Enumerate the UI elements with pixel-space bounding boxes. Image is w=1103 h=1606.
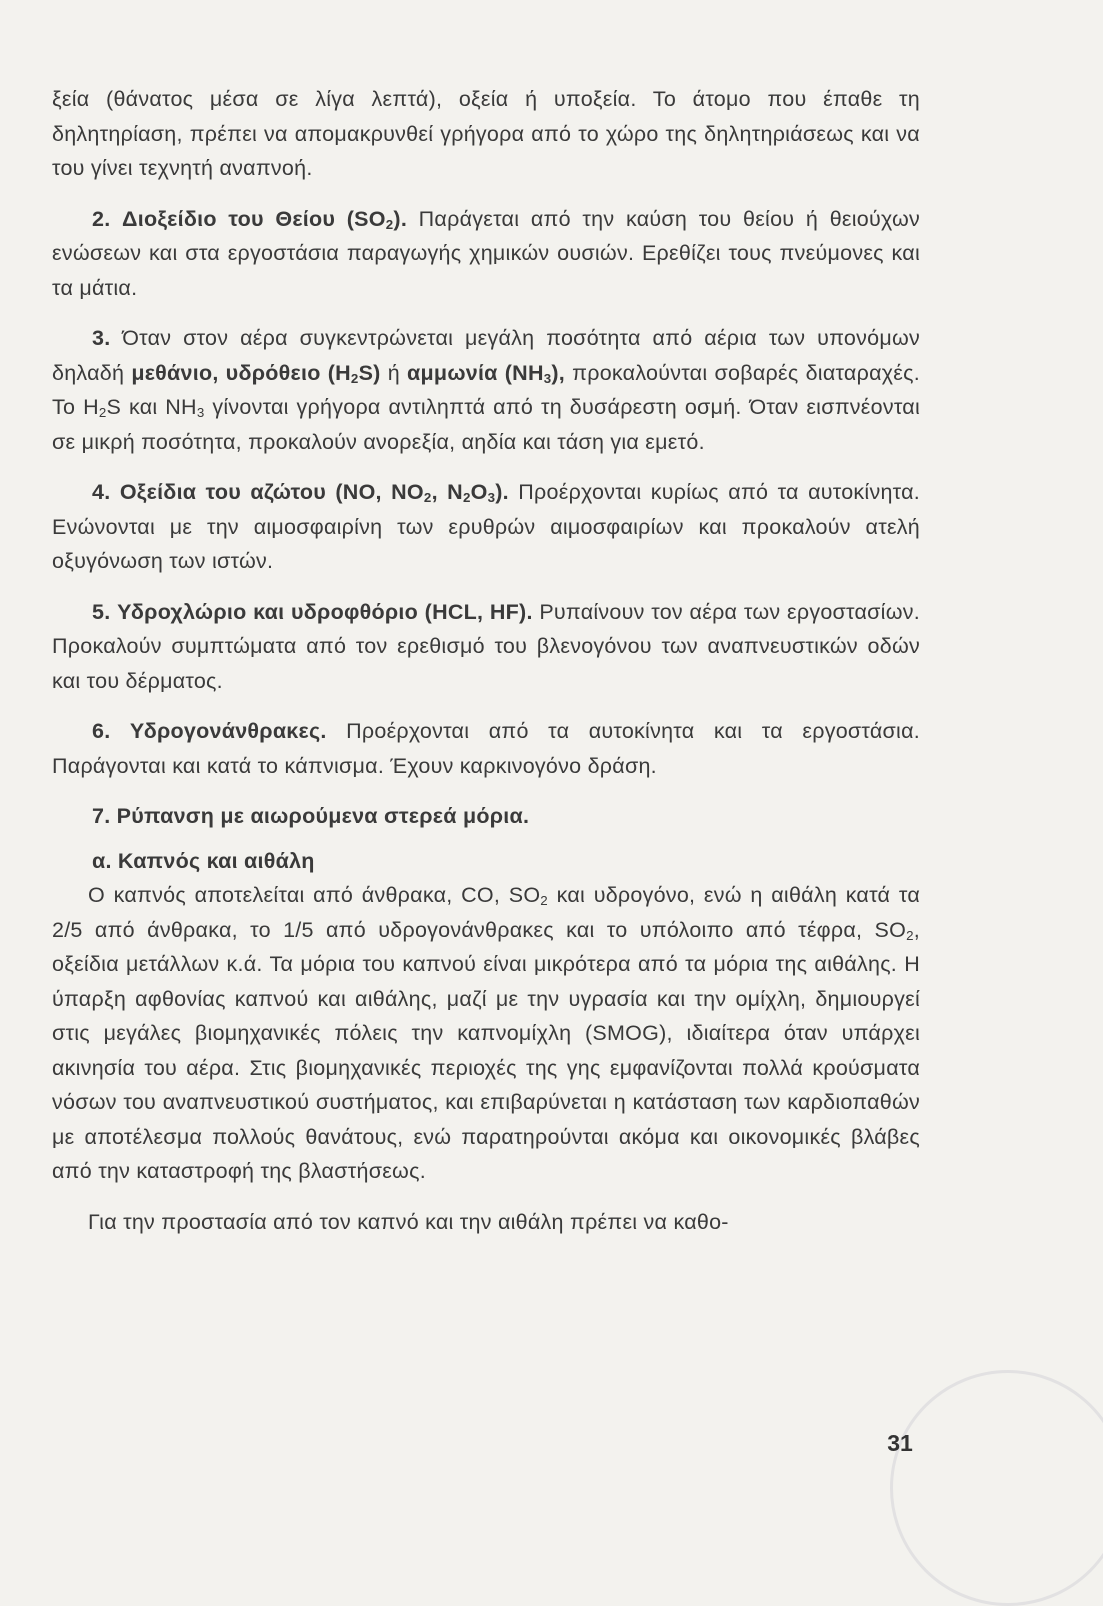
hydrocarbons-number: 6.	[92, 719, 111, 743]
section-heading-particles: 7. Ρύπανση με αιωρούμενα στερεά μόρια.	[92, 804, 530, 828]
page-number: 31	[887, 1430, 913, 1456]
hydrocarbons-title: Υδρογονάνθρακες.	[129, 719, 327, 743]
hcl-number: 5.	[92, 599, 111, 624]
hcl-title: Υδροχλώριο και υδροφθόριο (HCL, HF).	[117, 599, 533, 624]
paragraph-smoke-soot: Ο καπνός αποτελείται από άνθρακα, CO, $SO_2$ και υδρογόνο, ενώ η αιθάλη κατά τα 2/5 από άνθρακα, το 1/5 από υδρογονάνθρακες και το υπόλοιπο από τέφρα, $SO_2$, οξείδια μετάλλων κ.ά. Τα μόρια του καπνού είναι μικρότερα από τα μόρια της αιθάλης. Η ύπαρξη αφθονίας καπνού και αιθάλης, μαζί με την υγρασία και την ομίχλη, δημιουργεί στις μεγάλες βιομηχανικές πόλεις την καπνομίχλη (SMOG), ιδιαίτερα όταν υπάρχει ακινησία του αέρα. Στις βιομηχανικές περιοχές της γης εμφανίζονται πολλά κρούσματα νόσων του αναπνευστικού συστήματος, και επιβαρύνεται η κατάσταση των καρδιοπαθών με αποτέλεσμα πολλούς θανάτους, ενώ παρατηρούνται ακόμα και οικονομικές βλάβες από την καταστροφή της βλαστήσεως.	[52, 883, 920, 1183]
document-body	[52, 82, 920, 1239]
library-stamp	[890, 1370, 1103, 1606]
so2-title: Διοξείδιο του Θείου $(SO_2)$.	[122, 206, 408, 232]
subsection-heading-smoke: α. Καπνός και αιθάλη	[92, 848, 315, 873]
so2-number: 2.	[92, 206, 111, 231]
nox-title: Οξείδια του αζώτου (NO, $NO_2$, $N_2O_3$).	[119, 480, 509, 505]
paragraph-sewer-gases: 3. Όταν στον αέρα συγκεντρώνεται μεγάλη ποσότητα από αέρια των υπονόμων δηλαδή μεθάνιο, υδρόθειο $(H_2S)$ ή αμμωνία $(NH_3)$, προκαλούνται σοβαρές διαταραχές. Το $H_2S$ και $NH_3$ γίνονται γρήγορα αντιληπτά από τη δυσάρεστη οσμή. Όταν εισπνέονται σε μικρή ποσότητα, προκαλούν ανορεξία, αηδία και τάση για εμετό.	[52, 326, 920, 454]
so2-text: Παράγεται από την καύση του θείου ή θειούχων ενώσεων και στα εργοστάσια παραγωγής χημικών ουσιών. Ερεθίζει τους πνεύμονες και τα μάτια.	[52, 206, 920, 300]
paragraph-hcl-hf: 5. Υδροχλώριο και υδροφθόριο (HCL, HF). Ρυπαίνουν τον αέρα των εργοστασίων. Προκαλούν συμπτώματα από τον ερεθισμό του βλενογόνου των αναπνευστικών οδών και του δέρματος.	[52, 599, 920, 693]
paragraph-nitrogen-oxides: 4. Οξείδια του αζώτου (NO, $NO_2$, $N_2O_3$). Προέρχονται κυρίως από τα αυτοκίνητα. Ενώνονται με την αιμοσφαιρίνη των ερυθρών αιμοσφαιρίων και προκαλούν ατελή οξυγόνωση των ιστών.	[52, 480, 920, 573]
paragraph-so2	[52, 202, 920, 306]
paragraph-hydrocarbons: 6. Υδρογονάνθρακες. Προέρχονται από τα αυτοκίνητα και τα εργοστάσια. Παράγονται και κατά το κάπνισμα. Έχουν καρκινογόνο δράση.	[52, 719, 920, 778]
nox-number: 4.	[92, 480, 111, 504]
paragraph-intro: ξεία (θάνατος μέσα σε λίγα λεπτά), οξεία ή υποξεία. Το άτομο που έπαθε τη δηλητηρίαση, πρέπει να απομακρυνθεί γρήγορα από το χώρο της δηλητηριάσεως και να του γίνει τεχνητή αναπνοή.	[52, 87, 920, 180]
sewer-number: 3.	[92, 326, 111, 350]
paragraph-protection: Για την προστασία από τον καπνό και την αιθάλη πρέπει να καθο-	[88, 1209, 729, 1234]
